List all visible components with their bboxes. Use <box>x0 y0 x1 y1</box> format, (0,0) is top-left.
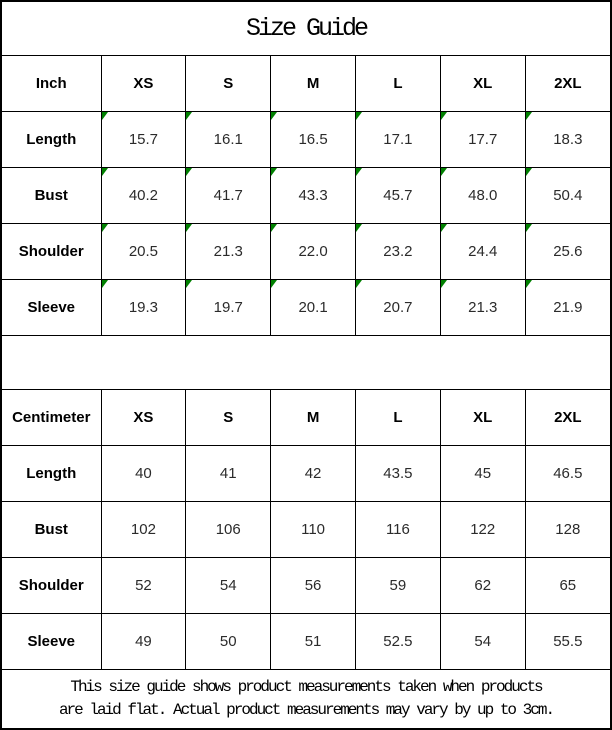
measurement-cell: 102 <box>101 502 186 558</box>
row-header-bust: Bust <box>2 168 101 224</box>
excel-marker-icon <box>526 280 532 288</box>
measurement-cell <box>355 112 440 168</box>
measurement-cell <box>101 168 186 224</box>
measurement-cell <box>186 168 271 224</box>
measurement-cell: 54 <box>186 558 271 614</box>
measurement-cell: 62 <box>440 558 525 614</box>
excel-marker-icon <box>526 112 532 120</box>
measurement-cell <box>271 224 356 280</box>
unit-header-inch: Inch <box>2 56 101 112</box>
table-row <box>2 614 610 670</box>
table-row <box>2 168 610 224</box>
measurement-value: 19.7 <box>213 299 243 316</box>
measurement-value: 21.9 <box>553 299 583 316</box>
spacer-row <box>2 335 610 390</box>
measurement-cell <box>355 224 440 280</box>
col-header-2xl: 2XL <box>525 390 610 446</box>
measurement-value: 16.5 <box>298 131 328 148</box>
row-header-length: Length <box>2 446 101 502</box>
measurement-value: 22.0 <box>298 243 328 260</box>
page-title: Size Guide <box>2 2 610 56</box>
measurement-cell: 51 <box>271 614 356 670</box>
measurement-value: 50.4 <box>553 187 583 204</box>
measurement-cell <box>355 168 440 224</box>
footer-note <box>2 669 610 728</box>
col-header-l: L <box>355 56 440 112</box>
measurement-value: 41.7 <box>213 187 243 204</box>
measurement-value: 25.6 <box>553 243 583 260</box>
measurement-value: 18.3 <box>553 131 583 148</box>
measurement-cell: 41 <box>186 446 271 502</box>
col-header-xs: XS <box>101 56 186 112</box>
excel-marker-icon <box>356 224 362 232</box>
row-header-shoulder: Shoulder <box>2 558 101 614</box>
measurement-value: 24.4 <box>468 243 498 260</box>
measurement-cell: 116 <box>355 502 440 558</box>
measurement-cell <box>525 280 610 336</box>
excel-marker-icon <box>356 168 362 176</box>
excel-marker-icon <box>102 112 108 120</box>
excel-marker-icon <box>526 168 532 176</box>
measurement-cell <box>101 224 186 280</box>
excel-marker-icon <box>441 280 447 288</box>
measurement-cell: 49 <box>101 614 186 670</box>
centimeter-size-table <box>2 390 610 669</box>
measurement-cell: 40 <box>101 446 186 502</box>
col-header-m: M <box>271 390 356 446</box>
measurement-cell: 52.5 <box>355 614 440 670</box>
measurement-cell: 56 <box>271 558 356 614</box>
row-header-bust: Bust <box>2 502 101 558</box>
measurement-cell <box>440 280 525 336</box>
table-row <box>2 112 610 168</box>
table-row <box>2 446 610 502</box>
excel-marker-icon <box>102 224 108 232</box>
measurement-cell <box>186 280 271 336</box>
col-header-xl: XL <box>440 56 525 112</box>
excel-marker-icon <box>186 168 192 176</box>
measurement-value: 15.7 <box>128 131 159 148</box>
measurement-cell <box>271 280 356 336</box>
measurement-cell: 106 <box>186 502 271 558</box>
measurement-cell: 50 <box>186 614 271 670</box>
col-header-xl: XL <box>440 390 525 446</box>
measurement-cell <box>525 224 610 280</box>
row-header-sleeve: Sleeve <box>2 614 101 670</box>
excel-marker-icon <box>441 224 447 232</box>
measurement-cell <box>186 224 271 280</box>
measurement-cell <box>101 112 186 168</box>
measurement-value: 20.5 <box>128 243 159 260</box>
row-header-length: Length <box>2 112 101 168</box>
table-row <box>2 558 610 614</box>
measurement-value: 21.3 <box>213 243 243 260</box>
table-row <box>2 224 610 280</box>
excel-marker-icon <box>356 112 362 120</box>
footer-note-line2: are laid flat. Actual product measurements may vary by up to 3cm. <box>58 701 554 719</box>
measurement-cell: 43.5 <box>355 446 440 502</box>
measurement-cell <box>271 168 356 224</box>
measurement-cell <box>271 112 356 168</box>
measurement-cell: 65 <box>525 558 610 614</box>
measurement-cell: 52 <box>101 558 186 614</box>
col-header-l: L <box>355 390 440 446</box>
measurement-cell: 54 <box>440 614 525 670</box>
measurement-cell <box>440 112 525 168</box>
row-header-shoulder: Shoulder <box>2 224 101 280</box>
col-header-xs: XS <box>101 390 186 446</box>
col-header-2xl: 2XL <box>525 56 610 112</box>
measurement-value: 16.1 <box>213 131 243 148</box>
measurement-cell: 45 <box>440 446 525 502</box>
col-header-s: S <box>186 390 271 446</box>
row-header-sleeve: Sleeve <box>2 280 101 336</box>
cm-header-row <box>2 390 610 446</box>
table-row <box>2 502 610 558</box>
excel-marker-icon <box>356 280 362 288</box>
measurement-value: 48.0 <box>468 187 498 204</box>
inch-size-table <box>2 56 610 335</box>
measurement-cell: 128 <box>525 502 610 558</box>
measurement-cell <box>355 280 440 336</box>
measurement-cell <box>101 280 186 336</box>
excel-marker-icon <box>271 224 277 232</box>
measurement-cell: 46.5 <box>525 446 610 502</box>
inch-header-row <box>2 56 610 112</box>
measurement-value: 19.3 <box>128 299 159 316</box>
measurement-value: 20.1 <box>298 299 328 316</box>
footer-note-line1: This size guide shows product measurements taken when products <box>70 678 542 696</box>
measurement-cell <box>440 168 525 224</box>
unit-header-centimeter: Centimeter <box>2 390 101 446</box>
excel-marker-icon <box>186 280 192 288</box>
col-header-s: S <box>186 56 271 112</box>
excel-marker-icon <box>102 168 108 176</box>
measurement-value: 45.7 <box>383 187 413 204</box>
measurement-cell <box>525 112 610 168</box>
table-row <box>2 280 610 336</box>
measurement-value: 21.3 <box>468 299 498 316</box>
measurement-cell: 59 <box>355 558 440 614</box>
measurement-value: 23.2 <box>383 243 413 260</box>
excel-marker-icon <box>441 168 447 176</box>
measurement-value: 43.3 <box>298 187 328 204</box>
measurement-cell <box>440 224 525 280</box>
measurement-value: 20.7 <box>383 299 413 316</box>
excel-marker-icon <box>271 168 277 176</box>
measurement-cell: 110 <box>271 502 356 558</box>
measurement-cell <box>186 112 271 168</box>
measurement-cell <box>525 168 610 224</box>
excel-marker-icon <box>186 224 192 232</box>
excel-marker-icon <box>441 112 447 120</box>
excel-marker-icon <box>271 112 277 120</box>
measurement-value: 17.1 <box>383 131 413 148</box>
excel-marker-icon <box>526 224 532 232</box>
measurement-value: 17.7 <box>468 131 498 148</box>
excel-marker-icon <box>271 280 277 288</box>
measurement-cell: 122 <box>440 502 525 558</box>
measurement-cell: 55.5 <box>525 614 610 670</box>
measurement-value: 40.2 <box>128 187 159 204</box>
measurement-cell: 42 <box>271 446 356 502</box>
excel-marker-icon <box>186 112 192 120</box>
col-header-m: M <box>271 56 356 112</box>
excel-marker-icon <box>102 280 108 288</box>
